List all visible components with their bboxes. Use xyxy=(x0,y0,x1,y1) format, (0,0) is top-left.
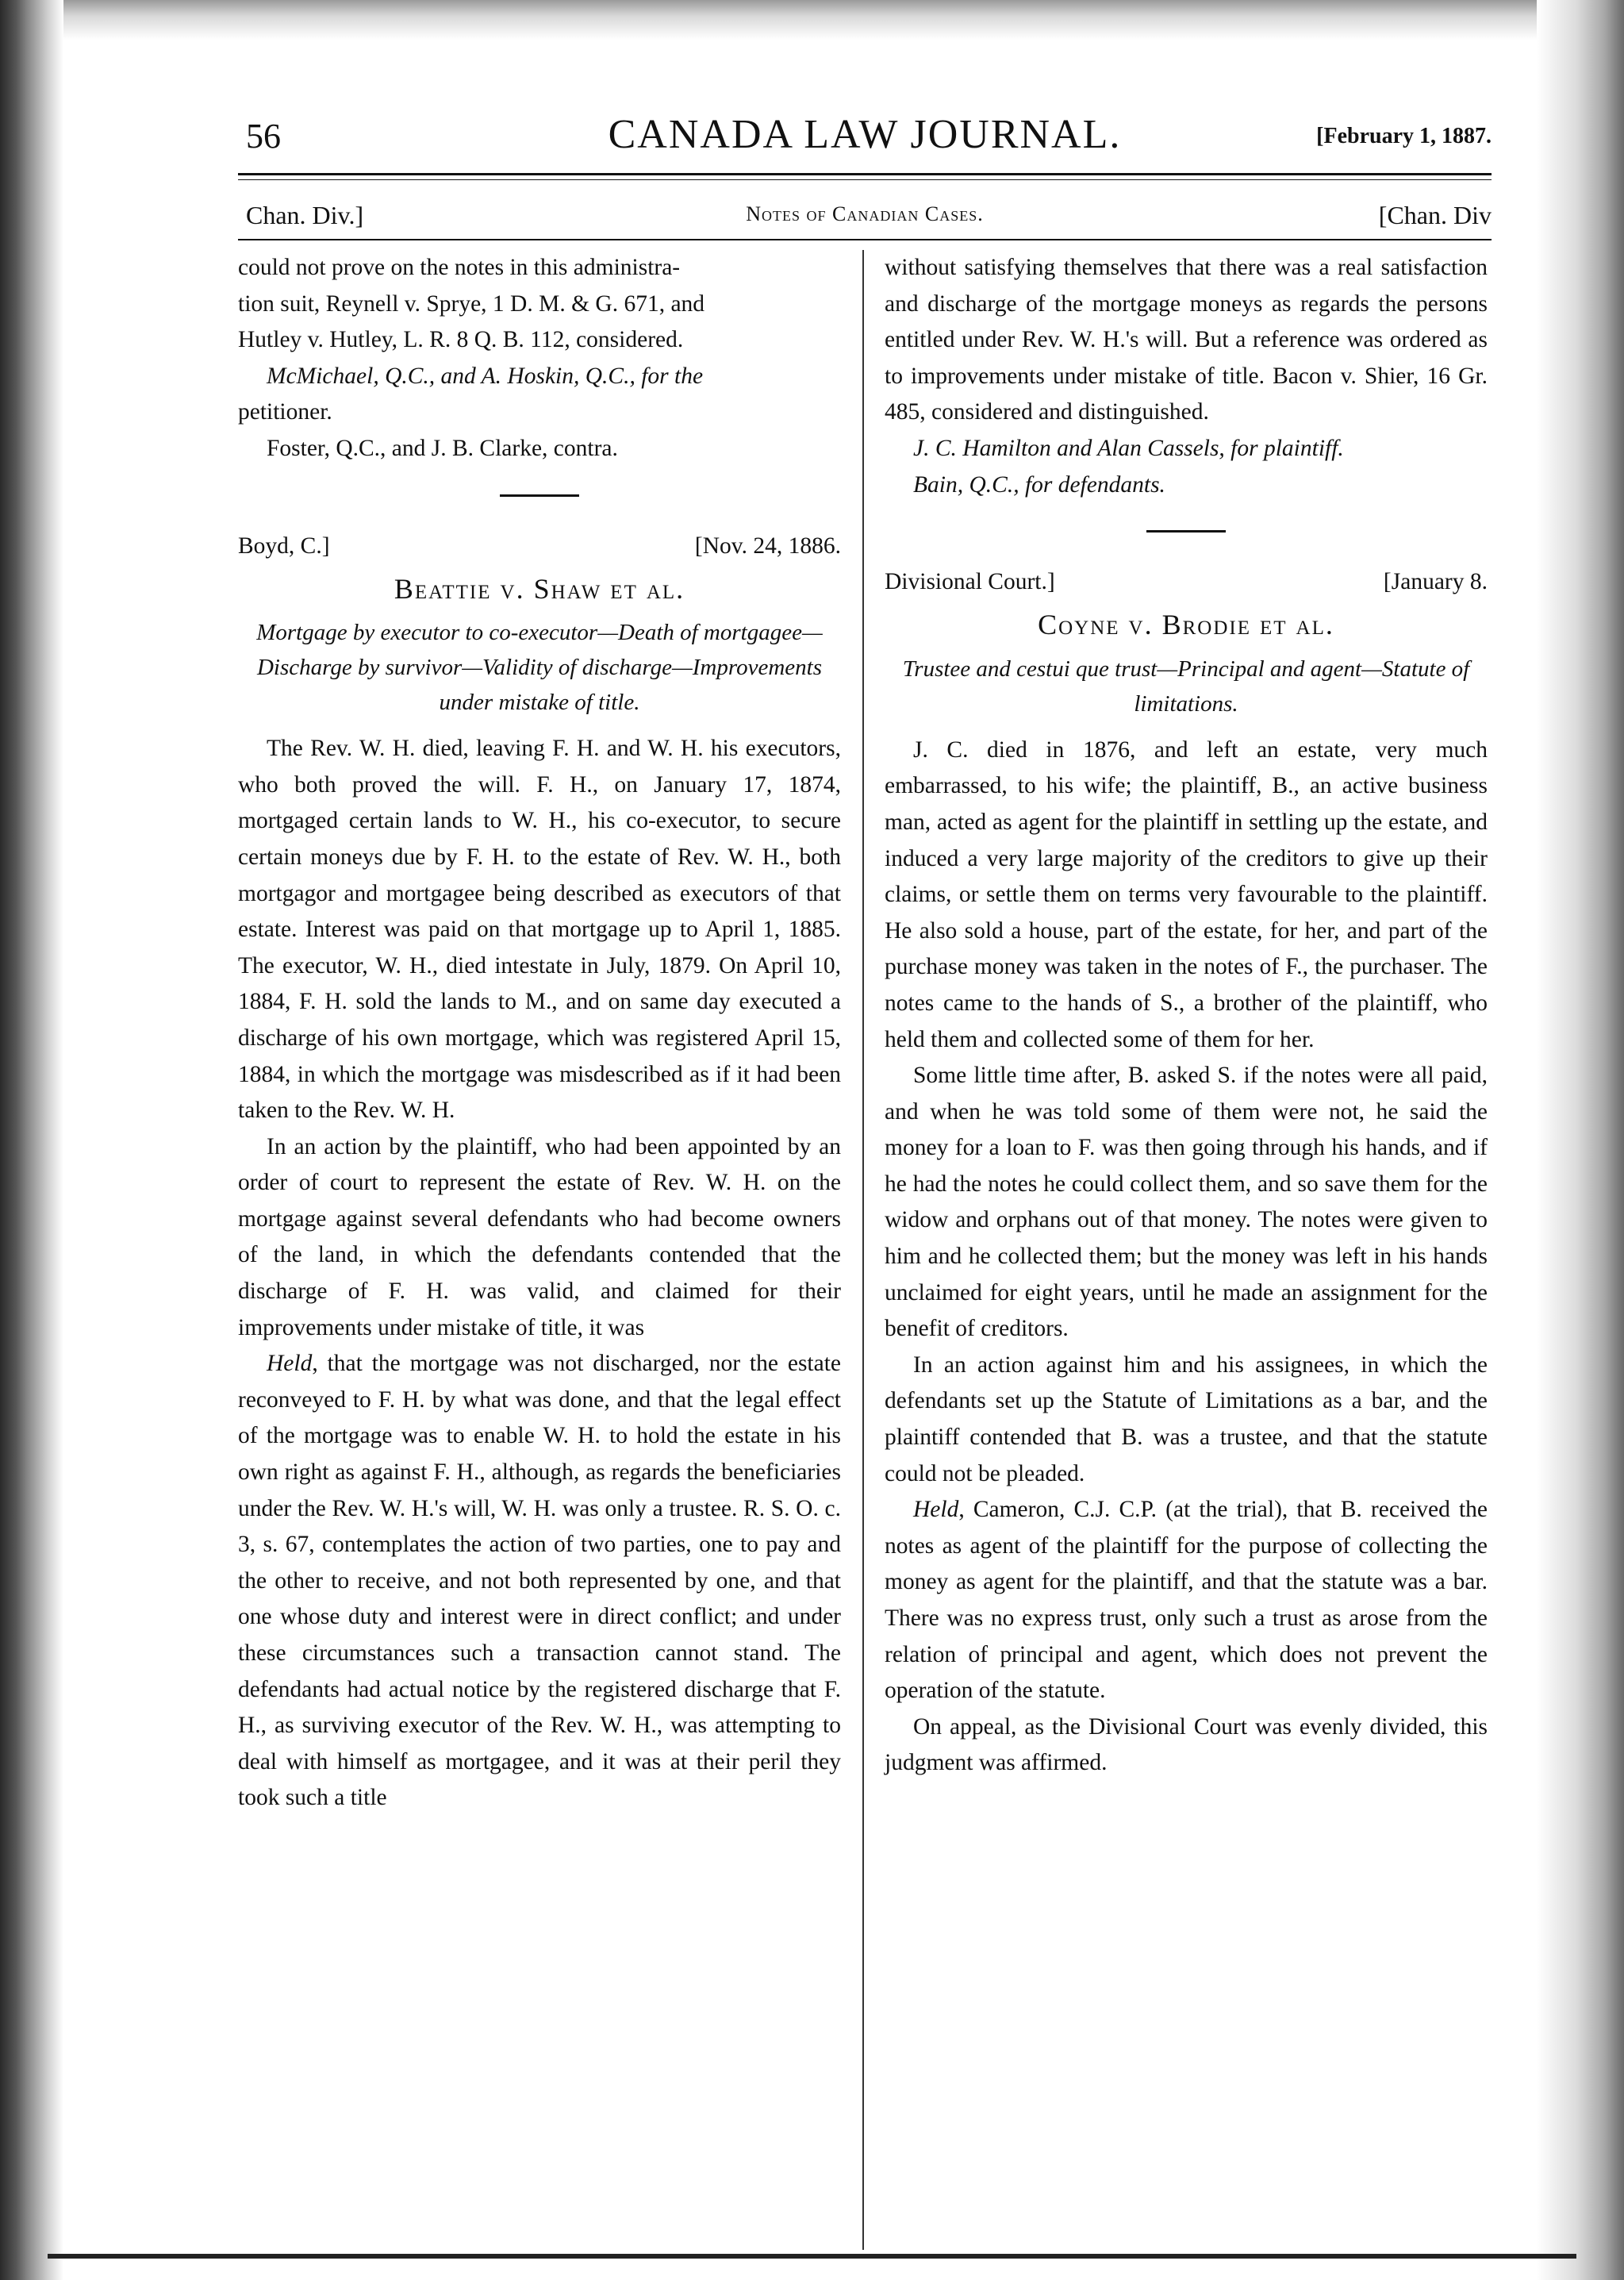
scan-edge-left xyxy=(0,0,63,2280)
journal-page xyxy=(238,111,1492,1811)
right-column xyxy=(885,250,1488,1782)
section-head xyxy=(238,193,1492,236)
section-rule xyxy=(238,239,1492,240)
scan-edge-top xyxy=(0,0,1624,40)
held-paragraph xyxy=(238,1346,841,1817)
prev-case-line-5: petitioner. xyxy=(238,399,332,425)
page-number: 56 xyxy=(246,117,281,156)
scan-edge-right xyxy=(1537,0,1624,2280)
held-paragraph xyxy=(885,1492,1488,1709)
prev-case-line-6: Foster, Q.C., and J. B. Clarke, contra. xyxy=(267,435,618,461)
column-divider xyxy=(862,250,864,2250)
header-rule xyxy=(238,173,1492,180)
scan-edge-bottom xyxy=(48,2254,1576,2259)
journal-title: CANADA LAW JOURNAL. xyxy=(608,112,1122,157)
section-title: Notes of Canadian Cases. xyxy=(746,202,984,225)
held-word: Held xyxy=(913,1497,959,1523)
held-text: , that the mortgage was not discharged, nor the estate reconveyed to F. H. by what was done, and that the legal effect of the mortgage was to enable W. H. to hold the estate in his own right as against F. H., although, as regards the beneficiaries under the Rev. W. H.'s will, W. H. was only a trustee. R. S. O. c. 3, s. 67, contemplates the action of two parties, one to pay and the other to receive, and not both represented by one, and that one whose duty and interest were in direct conflict; and under these circumstances such a transaction cannot stand. The defendants had actual notice by the registered discharge that F. H., as surviving executor of the Rev. W. H., was attempting to deal with himself as mortgagee, and it was at their peril they took such a title xyxy=(238,1351,841,1811)
held-judge: , Cameron, C.J. C.P. (at the trial), xyxy=(958,1497,1288,1523)
prev-case-line-1: could not prove on the notes in this administra- xyxy=(238,255,681,280)
case-paragraph: In an action by the plaintiff, who had been appointed by an order of court to represent the estate of Rev. W. H. on the mortgage against several defendants who had become owners of the land, in which the defendants contended that the discharge of F. H. was valid, and claimed for their improvements under mistake of title, it was xyxy=(238,1133,841,1340)
counsel-defendants: Bain, Q.C., for defendants. xyxy=(913,471,1165,498)
prev-case-line-2: tion suit, Reynell v. Sprye, 1 D. M. & G. 671, and xyxy=(238,290,705,317)
held-text: that B. received the notes as agent of the plaintiff for the purpose of collecting the money as agent for the plaintiff, and that the statute was a bar. There was no express trust, only such a trust as arose from the relation of principal and agent, which does not prevent the operation of the statute. xyxy=(885,1497,1488,1704)
section-right: [Chan. Div xyxy=(1378,201,1492,229)
case-paragraph: In an action against him and his assignees, in which the defendants set up the Statute of Limitations as a bar, and the plaintiff contended that B. was a trustee, and that the statute could not be pleaded. xyxy=(885,1351,1488,1486)
case-headnote: Mortgage by executor to co-executor—Death of mortgagee—Discharge by survivor—Validity of discharge—Improvements under mistake of title. xyxy=(256,620,823,716)
case-court-line xyxy=(238,529,841,565)
case-separator xyxy=(1146,530,1226,533)
court-name: Boyd, C.] xyxy=(238,533,330,559)
prev-case-line-3: Hutley v. Hutley, L. R. 8 Q. B. 112, considered. xyxy=(238,327,684,353)
case-headnote: Trustee and cestui que trust—Principal and agent—Statute of limitations. xyxy=(902,656,1470,717)
decision-date: [Nov. 24, 1886. xyxy=(694,533,841,559)
held-word: Held xyxy=(267,1351,313,1377)
counsel-plaintiff: J. C. Hamilton and Alan Cassels, for plaintiff. xyxy=(913,435,1344,461)
decision-date: [January 8. xyxy=(1383,569,1488,595)
left-column xyxy=(238,250,841,1817)
court-name: Divisional Court.] xyxy=(885,569,1055,595)
issue-date: [February 1, 1887. xyxy=(1316,124,1492,148)
prev-case-line-4: McMichael, Q.C., and A. Hoskin, Q.C., for the xyxy=(267,363,704,389)
case-court-line xyxy=(885,564,1488,601)
case-paragraph: Some little time after, B. asked S. if the notes were all paid, and when he was told some of them were not, he said the money for a loan to F. was then going through his hands, and if he had the notes he could collect them, and so save them for the widow and orphans out of that money. The notes were given to him and he collected them; but the money was left in his hands unclaimed for eight years, until he made an assignment for the benefit of creditors. xyxy=(885,1063,1488,1342)
case-title: Coyne v. Brodie et al. xyxy=(1038,609,1334,641)
case-paragraph: The Rev. W. H. died, leaving F. H. and W. H. his executors, who both proved the will. F. H., on January 17, 1874, mortgaged certain lands to W. H., his co-executor, to secure certain moneys due by F. H. to the estate of Rev. W. H., both mortgagor and mortgagee being described as executors of that estate. Interest was paid on that mortgage up to April 1, 1885. The executor, W. H., died intestate in July, 1879. On April 10, 1884, F. H. sold the lands to M., and on same day executed a discharge of his own mortgage, which was registered April 15, 1884, in which the mortgage was misdescribed as if it had been taken to the Rev. W. H. xyxy=(238,736,841,1124)
case-paragraph: On appeal, as the Divisional Court was evenly divided, this judgment was affirmed. xyxy=(885,1713,1488,1776)
case-title: Beattie v. Shaw et al. xyxy=(394,572,685,605)
continued-text: without satisfying themselves that there was a real satisfaction and discharge of the mortgage moneys as regards the persons entitled under Rev. W. H.'s will. But a reference was ordered as to improvements under mistake of title. Bacon v. Shier, 16 Gr. 485, considered and distinguished. xyxy=(885,255,1488,425)
case-separator xyxy=(500,494,579,497)
case-paragraph: J. C. died in 1876, and left an estate, very much embarrassed, to his wife; the plaintiff, B., an active business man, acted as agent for the plaintiff in settling up the estate, and induced a very large majority of the creditors to give up their claims, or settle them on terms very favourable to the plaintiff. He also sold a house, part of the estate, for her, and part of the purchase money was taken in the notes of F., the purchaser. The notes came to the hands of S., a brother of the plaintiff, who held them and collected some of them for her. xyxy=(885,736,1488,1052)
running-head xyxy=(238,111,1492,167)
section-left: Chan. Div.] xyxy=(246,201,364,229)
